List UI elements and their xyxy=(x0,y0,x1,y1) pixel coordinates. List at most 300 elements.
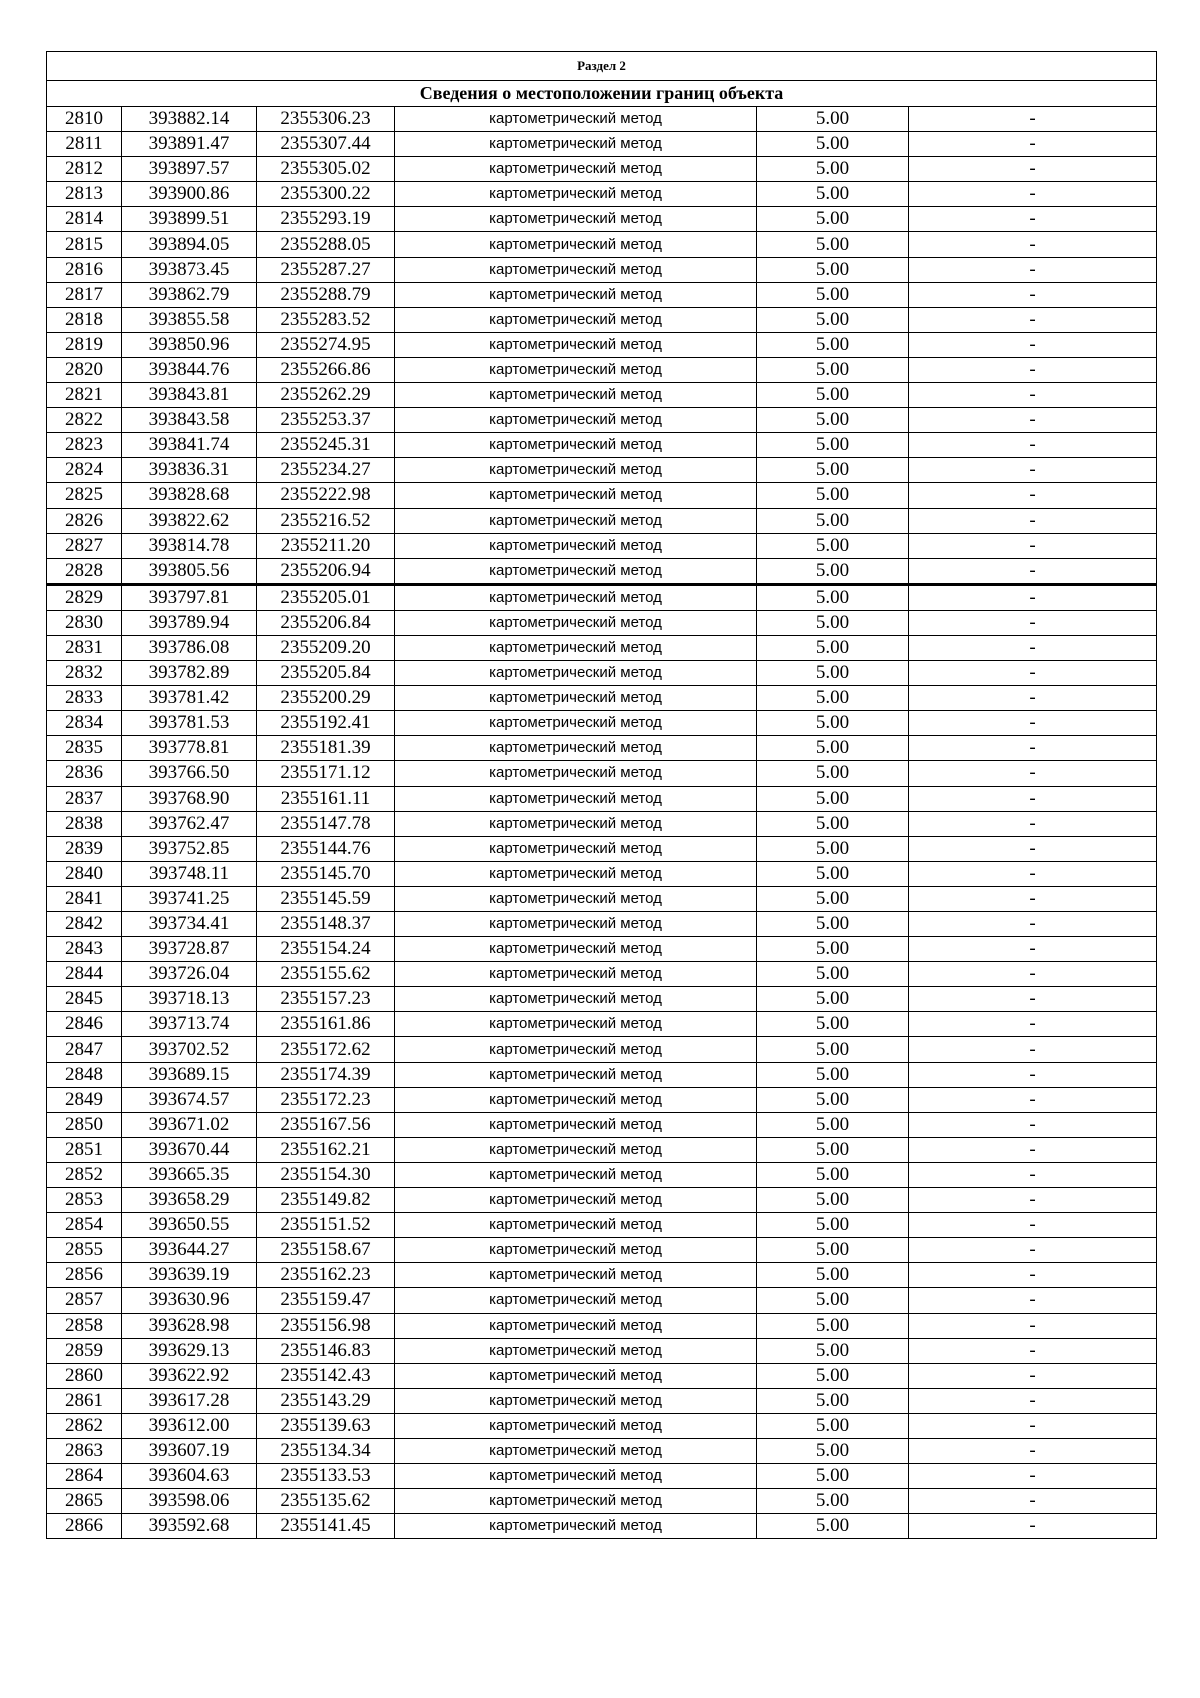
table-row xyxy=(47,1188,1157,1213)
note-cell: - xyxy=(909,332,1157,357)
accuracy-cell: 5.00 xyxy=(757,610,909,635)
note-cell: - xyxy=(909,1112,1157,1137)
point-number-cell: 2826 xyxy=(47,508,122,533)
note-cell: - xyxy=(909,1288,1157,1313)
table-row xyxy=(47,257,1157,282)
accuracy-cell: 5.00 xyxy=(757,533,909,558)
accuracy-cell: 5.00 xyxy=(757,408,909,433)
method-cell: картометрический метод xyxy=(395,610,757,635)
x-coordinate-cell: 393768.90 xyxy=(122,786,257,811)
x-coordinate-cell: 393617.28 xyxy=(122,1388,257,1413)
point-number-cell: 2856 xyxy=(47,1263,122,1288)
point-number-cell: 2811 xyxy=(47,132,122,157)
note-cell: - xyxy=(909,686,1157,711)
y-coordinate-cell: 2355205.84 xyxy=(257,661,395,686)
y-coordinate-cell: 2355159.47 xyxy=(257,1288,395,1313)
y-coordinate-cell: 2355143.29 xyxy=(257,1388,395,1413)
point-number-cell: 2825 xyxy=(47,483,122,508)
x-coordinate-cell: 393702.52 xyxy=(122,1037,257,1062)
method-cell: картометрический метод xyxy=(395,635,757,660)
y-coordinate-cell: 2355266.86 xyxy=(257,357,395,382)
y-coordinate-cell: 2355253.37 xyxy=(257,408,395,433)
note-cell: - xyxy=(909,635,1157,660)
table-row xyxy=(47,1162,1157,1187)
x-coordinate-cell: 393726.04 xyxy=(122,962,257,987)
x-coordinate-cell: 393836.31 xyxy=(122,458,257,483)
note-cell: - xyxy=(909,912,1157,937)
y-coordinate-cell: 2355200.29 xyxy=(257,686,395,711)
table-row xyxy=(47,157,1157,182)
accuracy-cell: 5.00 xyxy=(757,1388,909,1413)
note-cell: - xyxy=(909,307,1157,332)
table-row xyxy=(47,761,1157,786)
method-cell: картометрический метод xyxy=(395,558,757,584)
point-number-cell: 2846 xyxy=(47,1012,122,1037)
note-cell: - xyxy=(909,661,1157,686)
point-number-cell: 2833 xyxy=(47,686,122,711)
method-cell: картометрический метод xyxy=(395,1388,757,1413)
y-coordinate-cell: 2355133.53 xyxy=(257,1464,395,1489)
note-cell: - xyxy=(909,282,1157,307)
point-number-cell: 2837 xyxy=(47,786,122,811)
point-number-cell: 2843 xyxy=(47,937,122,962)
method-cell: картометрический метод xyxy=(395,1188,757,1213)
point-number-cell: 2853 xyxy=(47,1188,122,1213)
table-row xyxy=(47,132,1157,157)
method-cell: картометрический метод xyxy=(395,1413,757,1438)
x-coordinate-cell: 393752.85 xyxy=(122,836,257,861)
note-cell: - xyxy=(909,1087,1157,1112)
accuracy-cell: 5.00 xyxy=(757,383,909,408)
method-cell: картометрический метод xyxy=(395,332,757,357)
method-cell: картометрический метод xyxy=(395,383,757,408)
y-coordinate-cell: 2355145.70 xyxy=(257,861,395,886)
x-coordinate-cell: 393882.14 xyxy=(122,107,257,132)
note-cell: - xyxy=(909,132,1157,157)
accuracy-cell: 5.00 xyxy=(757,584,909,610)
note-cell: - xyxy=(909,1263,1157,1288)
accuracy-cell: 5.00 xyxy=(757,861,909,886)
method-cell: картометрический метод xyxy=(395,433,757,458)
point-number-cell: 2815 xyxy=(47,232,122,257)
accuracy-cell: 5.00 xyxy=(757,207,909,232)
point-number-cell: 2835 xyxy=(47,736,122,761)
accuracy-cell: 5.00 xyxy=(757,1338,909,1363)
accuracy-cell: 5.00 xyxy=(757,635,909,660)
y-coordinate-cell: 2355155.62 xyxy=(257,962,395,987)
y-coordinate-cell: 2355293.19 xyxy=(257,207,395,232)
y-coordinate-cell: 2355162.23 xyxy=(257,1263,395,1288)
method-cell: картометрический метод xyxy=(395,661,757,686)
point-number-cell: 2844 xyxy=(47,962,122,987)
table-row xyxy=(47,886,1157,911)
point-number-cell: 2823 xyxy=(47,433,122,458)
method-cell: картометрический метод xyxy=(395,1313,757,1338)
point-number-cell: 2849 xyxy=(47,1087,122,1112)
section-title: Раздел 2 xyxy=(47,52,1157,81)
method-cell: картометрический метод xyxy=(395,836,757,861)
table-row xyxy=(47,332,1157,357)
method-cell: картометрический метод xyxy=(395,711,757,736)
x-coordinate-cell: 393844.76 xyxy=(122,357,257,382)
y-coordinate-cell: 2355307.44 xyxy=(257,132,395,157)
note-cell: - xyxy=(909,1213,1157,1238)
x-coordinate-cell: 393628.98 xyxy=(122,1313,257,1338)
y-coordinate-cell: 2355306.23 xyxy=(257,107,395,132)
x-coordinate-cell: 393897.57 xyxy=(122,157,257,182)
y-coordinate-cell: 2355141.45 xyxy=(257,1514,395,1539)
table-row xyxy=(47,1112,1157,1137)
table-row xyxy=(47,584,1157,610)
note-cell: - xyxy=(909,1413,1157,1438)
y-coordinate-cell: 2355145.59 xyxy=(257,886,395,911)
table-row xyxy=(47,962,1157,987)
y-coordinate-cell: 2355157.23 xyxy=(257,987,395,1012)
method-cell: картометрический метод xyxy=(395,458,757,483)
method-cell: картометрический метод xyxy=(395,861,757,886)
point-number-cell: 2860 xyxy=(47,1363,122,1388)
table-row xyxy=(47,1062,1157,1087)
note-cell: - xyxy=(909,257,1157,282)
note-cell: - xyxy=(909,711,1157,736)
y-coordinate-cell: 2355216.52 xyxy=(257,508,395,533)
method-cell: картометрический метод xyxy=(395,282,757,307)
point-number-cell: 2832 xyxy=(47,661,122,686)
method-cell: картометрический метод xyxy=(395,107,757,132)
table-row xyxy=(47,483,1157,508)
note-cell: - xyxy=(909,761,1157,786)
x-coordinate-cell: 393728.87 xyxy=(122,937,257,962)
x-coordinate-cell: 393814.78 xyxy=(122,533,257,558)
table-row xyxy=(47,1388,1157,1413)
method-cell: картометрический метод xyxy=(395,1087,757,1112)
note-cell: - xyxy=(909,886,1157,911)
accuracy-cell: 5.00 xyxy=(757,307,909,332)
x-coordinate-cell: 393612.00 xyxy=(122,1413,257,1438)
point-number-cell: 2814 xyxy=(47,207,122,232)
table-row xyxy=(47,786,1157,811)
note-cell: - xyxy=(909,1338,1157,1363)
y-coordinate-cell: 2355156.98 xyxy=(257,1313,395,1338)
point-number-cell: 2816 xyxy=(47,257,122,282)
accuracy-cell: 5.00 xyxy=(757,458,909,483)
method-cell: картометрический метод xyxy=(395,1137,757,1162)
y-coordinate-cell: 2355205.01 xyxy=(257,584,395,610)
x-coordinate-cell: 393650.55 xyxy=(122,1213,257,1238)
x-coordinate-cell: 393778.81 xyxy=(122,736,257,761)
point-number-cell: 2830 xyxy=(47,610,122,635)
point-number-cell: 2842 xyxy=(47,912,122,937)
method-cell: картометрический метод xyxy=(395,157,757,182)
method-cell: картометрический метод xyxy=(395,357,757,382)
point-number-cell: 2845 xyxy=(47,987,122,1012)
accuracy-cell: 5.00 xyxy=(757,736,909,761)
y-coordinate-cell: 2355288.79 xyxy=(257,282,395,307)
accuracy-cell: 5.00 xyxy=(757,1238,909,1263)
note-cell: - xyxy=(909,1188,1157,1213)
method-cell: картометрический метод xyxy=(395,1438,757,1463)
table-row xyxy=(47,383,1157,408)
table-row xyxy=(47,1363,1157,1388)
x-coordinate-cell: 393734.41 xyxy=(122,912,257,937)
y-coordinate-cell: 2355148.37 xyxy=(257,912,395,937)
y-coordinate-cell: 2355192.41 xyxy=(257,711,395,736)
point-number-cell: 2862 xyxy=(47,1413,122,1438)
accuracy-cell: 5.00 xyxy=(757,332,909,357)
point-number-cell: 2864 xyxy=(47,1464,122,1489)
accuracy-cell: 5.00 xyxy=(757,558,909,584)
x-coordinate-cell: 393873.45 xyxy=(122,257,257,282)
x-coordinate-cell: 393843.58 xyxy=(122,408,257,433)
accuracy-cell: 5.00 xyxy=(757,1464,909,1489)
y-coordinate-cell: 2355262.29 xyxy=(257,383,395,408)
table-row xyxy=(47,861,1157,886)
method-cell: картометрический метод xyxy=(395,584,757,610)
note-cell: - xyxy=(909,987,1157,1012)
y-coordinate-cell: 2355172.62 xyxy=(257,1037,395,1062)
table-row xyxy=(47,433,1157,458)
note-cell: - xyxy=(909,508,1157,533)
y-coordinate-cell: 2355211.20 xyxy=(257,533,395,558)
y-coordinate-cell: 2355139.63 xyxy=(257,1413,395,1438)
note-cell: - xyxy=(909,558,1157,584)
note-cell: - xyxy=(909,433,1157,458)
y-coordinate-cell: 2355181.39 xyxy=(257,736,395,761)
method-cell: картометрический метод xyxy=(395,937,757,962)
note-cell: - xyxy=(909,483,1157,508)
accuracy-cell: 5.00 xyxy=(757,1188,909,1213)
x-coordinate-cell: 393670.44 xyxy=(122,1137,257,1162)
accuracy-cell: 5.00 xyxy=(757,886,909,911)
table-row xyxy=(47,711,1157,736)
point-number-cell: 2821 xyxy=(47,383,122,408)
accuracy-cell: 5.00 xyxy=(757,1112,909,1137)
point-number-cell: 2828 xyxy=(47,558,122,584)
note-cell: - xyxy=(909,811,1157,836)
y-coordinate-cell: 2355146.83 xyxy=(257,1338,395,1363)
y-coordinate-cell: 2355134.34 xyxy=(257,1438,395,1463)
x-coordinate-cell: 393786.08 xyxy=(122,635,257,660)
method-cell: картометрический метод xyxy=(395,1162,757,1187)
x-coordinate-cell: 393850.96 xyxy=(122,332,257,357)
method-cell: картометрический метод xyxy=(395,408,757,433)
accuracy-cell: 5.00 xyxy=(757,1012,909,1037)
y-coordinate-cell: 2355142.43 xyxy=(257,1363,395,1388)
x-coordinate-cell: 393805.56 xyxy=(122,558,257,584)
method-cell: картометрический метод xyxy=(395,257,757,282)
point-number-cell: 2839 xyxy=(47,836,122,861)
method-cell: картометрический метод xyxy=(395,1464,757,1489)
point-number-cell: 2854 xyxy=(47,1213,122,1238)
note-cell: - xyxy=(909,408,1157,433)
point-number-cell: 2866 xyxy=(47,1514,122,1539)
point-number-cell: 2813 xyxy=(47,182,122,207)
y-coordinate-cell: 2355167.56 xyxy=(257,1112,395,1137)
y-coordinate-cell: 2355300.22 xyxy=(257,182,395,207)
table-row xyxy=(47,458,1157,483)
method-cell: картометрический метод xyxy=(395,686,757,711)
accuracy-cell: 5.00 xyxy=(757,1288,909,1313)
accuracy-cell: 5.00 xyxy=(757,1162,909,1187)
method-cell: картометрический метод xyxy=(395,1263,757,1288)
x-coordinate-cell: 393689.15 xyxy=(122,1062,257,1087)
accuracy-cell: 5.00 xyxy=(757,282,909,307)
y-coordinate-cell: 2355287.27 xyxy=(257,257,395,282)
x-coordinate-cell: 393644.27 xyxy=(122,1238,257,1263)
method-cell: картометрический метод xyxy=(395,182,757,207)
x-coordinate-cell: 393900.86 xyxy=(122,182,257,207)
note-cell: - xyxy=(909,1313,1157,1338)
note-cell: - xyxy=(909,610,1157,635)
accuracy-cell: 5.00 xyxy=(757,962,909,987)
x-coordinate-cell: 393748.11 xyxy=(122,861,257,886)
method-cell: картометрический метод xyxy=(395,207,757,232)
note-cell: - xyxy=(909,1363,1157,1388)
point-number-cell: 2861 xyxy=(47,1388,122,1413)
accuracy-cell: 5.00 xyxy=(757,1514,909,1539)
table-row xyxy=(47,182,1157,207)
note-cell: - xyxy=(909,1388,1157,1413)
x-coordinate-cell: 393862.79 xyxy=(122,282,257,307)
note-cell: - xyxy=(909,232,1157,257)
point-number-cell: 2834 xyxy=(47,711,122,736)
x-coordinate-cell: 393899.51 xyxy=(122,207,257,232)
point-number-cell: 2836 xyxy=(47,761,122,786)
table-row xyxy=(47,987,1157,1012)
note-cell: - xyxy=(909,786,1157,811)
table-row xyxy=(47,1288,1157,1313)
method-cell: картометрический метод xyxy=(395,886,757,911)
note-cell: - xyxy=(909,584,1157,610)
note-cell: - xyxy=(909,157,1157,182)
x-coordinate-cell: 393592.68 xyxy=(122,1514,257,1539)
table-row xyxy=(47,635,1157,660)
accuracy-cell: 5.00 xyxy=(757,937,909,962)
accuracy-cell: 5.00 xyxy=(757,661,909,686)
table-row xyxy=(47,107,1157,132)
method-cell: картометрический метод xyxy=(395,736,757,761)
y-coordinate-cell: 2355144.76 xyxy=(257,836,395,861)
point-number-cell: 2829 xyxy=(47,584,122,610)
x-coordinate-cell: 393674.57 xyxy=(122,1087,257,1112)
y-coordinate-cell: 2355172.23 xyxy=(257,1087,395,1112)
x-coordinate-cell: 393855.58 xyxy=(122,307,257,332)
point-number-cell: 2817 xyxy=(47,282,122,307)
x-coordinate-cell: 393629.13 xyxy=(122,1338,257,1363)
table-row xyxy=(47,912,1157,937)
note-cell: - xyxy=(909,207,1157,232)
accuracy-cell: 5.00 xyxy=(757,257,909,282)
point-number-cell: 2857 xyxy=(47,1288,122,1313)
x-coordinate-cell: 393639.19 xyxy=(122,1263,257,1288)
y-coordinate-cell: 2355234.27 xyxy=(257,458,395,483)
note-cell: - xyxy=(909,107,1157,132)
note-cell: - xyxy=(909,1514,1157,1539)
table-row xyxy=(47,282,1157,307)
point-number-cell: 2848 xyxy=(47,1062,122,1087)
accuracy-cell: 5.00 xyxy=(757,1413,909,1438)
y-coordinate-cell: 2355161.86 xyxy=(257,1012,395,1037)
point-number-cell: 2810 xyxy=(47,107,122,132)
table-row xyxy=(47,610,1157,635)
accuracy-cell: 5.00 xyxy=(757,912,909,937)
note-cell: - xyxy=(909,1489,1157,1514)
accuracy-cell: 5.00 xyxy=(757,483,909,508)
method-cell: картометрический метод xyxy=(395,1062,757,1087)
note-cell: - xyxy=(909,1438,1157,1463)
method-cell: картометрический метод xyxy=(395,962,757,987)
note-cell: - xyxy=(909,736,1157,761)
note-cell: - xyxy=(909,458,1157,483)
accuracy-cell: 5.00 xyxy=(757,711,909,736)
y-coordinate-cell: 2355149.82 xyxy=(257,1188,395,1213)
method-cell: картометрический метод xyxy=(395,761,757,786)
table-row xyxy=(47,232,1157,257)
method-cell: картометрический метод xyxy=(395,811,757,836)
accuracy-cell: 5.00 xyxy=(757,182,909,207)
accuracy-cell: 5.00 xyxy=(757,1263,909,1288)
x-coordinate-cell: 393781.42 xyxy=(122,686,257,711)
method-cell: картометрический метод xyxy=(395,1338,757,1363)
table-row xyxy=(47,1012,1157,1037)
accuracy-cell: 5.00 xyxy=(757,433,909,458)
x-coordinate-cell: 393604.63 xyxy=(122,1464,257,1489)
table-row xyxy=(47,811,1157,836)
point-number-cell: 2831 xyxy=(47,635,122,660)
accuracy-cell: 5.00 xyxy=(757,157,909,182)
accuracy-cell: 5.00 xyxy=(757,1313,909,1338)
x-coordinate-cell: 393789.94 xyxy=(122,610,257,635)
x-coordinate-cell: 393607.19 xyxy=(122,1438,257,1463)
section-row xyxy=(47,52,1157,81)
point-number-cell: 2840 xyxy=(47,861,122,886)
table-row xyxy=(47,1514,1157,1539)
table-row xyxy=(47,1238,1157,1263)
table-row xyxy=(47,1263,1157,1288)
method-cell: картометрический метод xyxy=(395,1363,757,1388)
table-row xyxy=(47,207,1157,232)
method-cell: картометрический метод xyxy=(395,987,757,1012)
table-row xyxy=(47,1037,1157,1062)
accuracy-cell: 5.00 xyxy=(757,1363,909,1388)
y-coordinate-cell: 2355161.11 xyxy=(257,786,395,811)
accuracy-cell: 5.00 xyxy=(757,107,909,132)
x-coordinate-cell: 393598.06 xyxy=(122,1489,257,1514)
point-number-cell: 2827 xyxy=(47,533,122,558)
point-number-cell: 2855 xyxy=(47,1238,122,1263)
accuracy-cell: 5.00 xyxy=(757,1438,909,1463)
x-coordinate-cell: 393891.47 xyxy=(122,132,257,157)
note-cell: - xyxy=(909,861,1157,886)
method-cell: картометрический метод xyxy=(395,1213,757,1238)
note-cell: - xyxy=(909,1062,1157,1087)
x-coordinate-cell: 393797.81 xyxy=(122,584,257,610)
x-coordinate-cell: 393741.25 xyxy=(122,886,257,911)
point-number-cell: 2863 xyxy=(47,1438,122,1463)
accuracy-cell: 5.00 xyxy=(757,987,909,1012)
y-coordinate-cell: 2355158.67 xyxy=(257,1238,395,1263)
x-coordinate-cell: 393630.96 xyxy=(122,1288,257,1313)
note-cell: - xyxy=(909,1238,1157,1263)
x-coordinate-cell: 393713.74 xyxy=(122,1012,257,1037)
table-row xyxy=(47,1313,1157,1338)
y-coordinate-cell: 2355288.05 xyxy=(257,232,395,257)
point-number-cell: 2820 xyxy=(47,357,122,382)
table-row xyxy=(47,736,1157,761)
table-row xyxy=(47,408,1157,433)
table-row xyxy=(47,937,1157,962)
table-heading: Сведения о местоположении границ объекта xyxy=(47,81,1157,107)
